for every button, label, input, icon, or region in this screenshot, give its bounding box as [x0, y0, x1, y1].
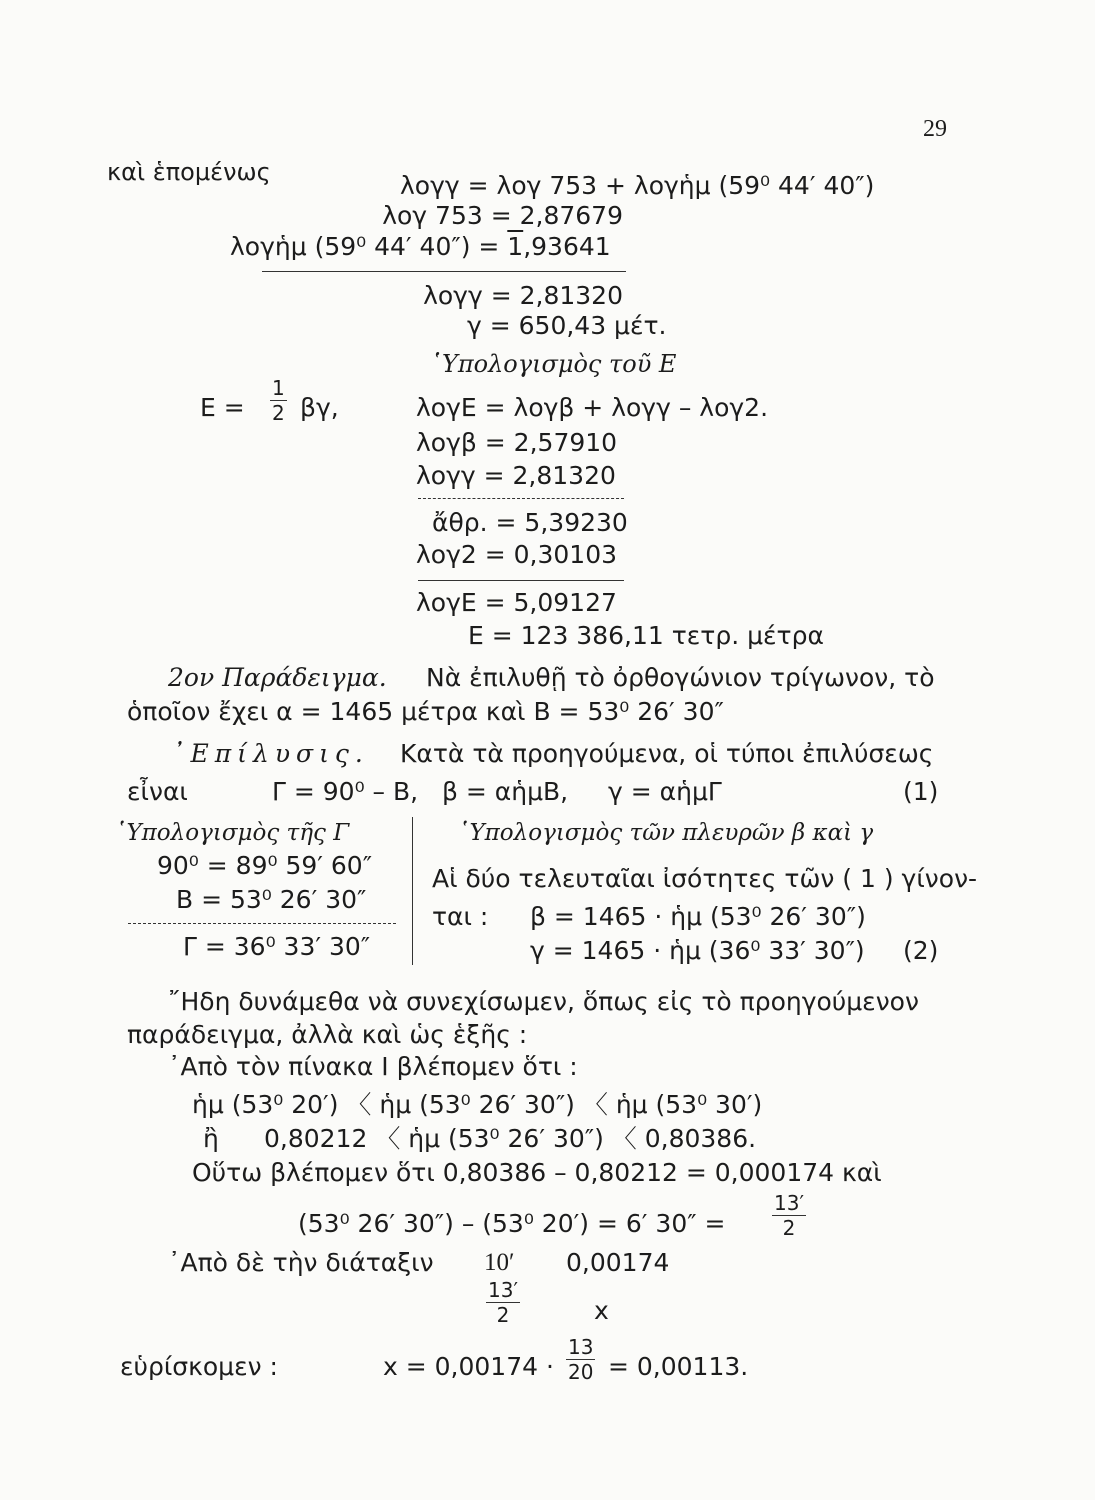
fraction-13-20: [566, 1337, 595, 1382]
final-label: εὑρίσκομεν :: [120, 1352, 278, 1381]
continuation-line1: ῎Ηδη δυνάμεθα νὰ συνεχίσωμεν, ὅπως εἰς τὸ προηγούμενον: [168, 987, 919, 1016]
result-gamma: γ = 650,43 μέτ.: [467, 311, 667, 340]
example-label: 2ον Παράδειγμα.: [168, 663, 387, 692]
fraction-denominator: 2: [496, 1303, 510, 1327]
negative-characteristic: 1: [507, 232, 524, 261]
final-equation-right: = 0,00113.: [608, 1352, 749, 1381]
fraction-denominator: 20: [568, 1360, 594, 1384]
right-column-text2: ται :: [432, 902, 489, 931]
formula-gamma: γ = αἡμΓ: [608, 777, 722, 806]
inequality-line2: 0,80212 〈 ἡμ (53⁰ 26′ 30″) 〈 0,80386.: [264, 1124, 757, 1153]
right-column-eq-gamma: γ = 1465 · ἡμ (36⁰ 33′ 30″): [530, 936, 865, 965]
formula-beta: β = αἡμΒ,: [442, 777, 569, 806]
fraction-denominator: 2: [272, 401, 285, 425]
equation-log-753: λογ 753 = 2,87679: [382, 201, 623, 230]
left-column-line1: 90⁰ = 89⁰ 59′ 60″: [157, 851, 373, 880]
equation-log-gamma-2: λογγ = 2,81320: [416, 461, 616, 490]
angle-difference: (53⁰ 26′ 30″) – (53⁰ 20′) = 6′ 30″ =: [298, 1209, 726, 1238]
fraction-numerator: 13: [568, 1335, 594, 1359]
left-column-result: Γ = 36⁰ 33′ 30″: [183, 932, 371, 961]
fraction-numerator: 13′: [774, 1191, 804, 1215]
sum-line: [262, 271, 626, 272]
right-column-heading: ῾Υπολογισμὸς τῶν πλευρῶν β καὶ γ: [458, 820, 874, 846]
equation-log-beta: λογβ = 2,57910: [416, 428, 618, 457]
arrangement-row1-col2: 0,00174: [566, 1248, 670, 1277]
fraction-denominator: 2: [782, 1216, 796, 1240]
fraction-numerator: 1: [272, 376, 285, 400]
equation-log-sine-left: λογἡμ (59⁰ 44′ 40″) =: [230, 232, 508, 261]
continuation-line2: παράδειγμα, ἀλλὰ καὶ ὡς ἑξῆς :: [127, 1020, 528, 1049]
left-column-heading: ῾Υπολογισμὸς τῆς Γ: [115, 820, 350, 846]
solution-text-line1: Κατὰ τὰ προηγούμενα, οἱ τύποι ἐπιλύσεως: [400, 739, 934, 768]
final-equation-left: x = 0,00174 ·: [383, 1352, 554, 1381]
left-column-line: [128, 923, 396, 924]
equation-log-area: λογΕ = λογβ + λογγ – λογ2.: [416, 393, 769, 422]
difference-line: [418, 580, 624, 581]
arrangement-row2-col2: x: [594, 1296, 609, 1325]
sum-value: ἄθρ. = 5,39230: [432, 508, 628, 537]
equation-tag-1: (1): [903, 777, 939, 806]
sum-line-dashed: [418, 498, 624, 499]
result-log-gamma: λογγ = 2,81320: [423, 281, 623, 310]
page-number: 29: [923, 116, 947, 142]
intro-text: καὶ ἑπομένως: [107, 158, 271, 186]
equation-log-sine-right: ,93641: [523, 232, 611, 261]
right-column-text1: Αἱ δύο τελευταῖαι ἰσότητες τῶν ( 1 ) γίνον-: [432, 864, 978, 893]
fraction-numerator: 13′: [488, 1278, 518, 1302]
formula-gamma-angle: Γ = 90⁰ – Β,: [272, 777, 419, 806]
continuation-line3: ᾿Απὸ τὸν πίνακα Ι βλέπομεν ὅτι :: [168, 1052, 578, 1081]
equation-tag-2: (2): [903, 936, 939, 965]
arrangement-row2-fraction: [486, 1280, 520, 1325]
solution-text-start: εἶναι: [127, 777, 188, 806]
example-text-line2: ὁποῖον ἔχει α = 1465 μέτρα καὶ Β = 53⁰ 26′ 30″: [127, 697, 724, 726]
area-formula-right: βγ,: [300, 393, 339, 422]
inequality-or: ἢ: [203, 1124, 219, 1153]
area-formula-left: Ε =: [200, 393, 245, 422]
inequality-line1: ἡμ (53⁰ 20′) 〈 ἡμ (53⁰ 26′ 30″) 〈 ἡμ (53⁰ 30′): [192, 1090, 763, 1119]
result-area: Ε = 123 386,11 τετρ. μέτρα: [468, 621, 824, 650]
equation-log-gamma: λογγ = λογ 753 + λογἡμ (59⁰ 44′ 40″): [400, 171, 875, 200]
continuation-line4: Οὕτω βλέπομεν ὅτι 0,80386 – 0,80212 = 0,000174 καὶ: [192, 1158, 882, 1187]
fraction-one-half: [270, 378, 287, 423]
right-column-eq-beta: β = 1465 · ἡμ (53⁰ 26′ 30″): [530, 902, 866, 931]
example-text-line1: Νὰ ἐπιλυθῇ τὸ ὀρθογώνιον τρίγωνον, τὸ: [426, 663, 935, 692]
arrangement-row1-col1: 10′: [484, 1249, 515, 1276]
fraction-13-2: [772, 1193, 806, 1238]
log-two-value: λογ2 = 0,30103: [416, 540, 618, 569]
solution-label: ᾿Επίλυσις.: [172, 739, 369, 768]
section-heading-area: ῾Υπολογισμὸς τοῦ Ε: [430, 350, 677, 378]
result-log-area: λογΕ = 5,09127: [416, 588, 617, 617]
column-divider: [412, 817, 413, 965]
arrangement-label: ᾿Απὸ δὲ τὴν διάταξιν: [168, 1248, 434, 1277]
left-column-line2: Β = 53⁰ 26′ 30″: [176, 885, 367, 914]
equation-log-sine: [230, 234, 611, 259]
